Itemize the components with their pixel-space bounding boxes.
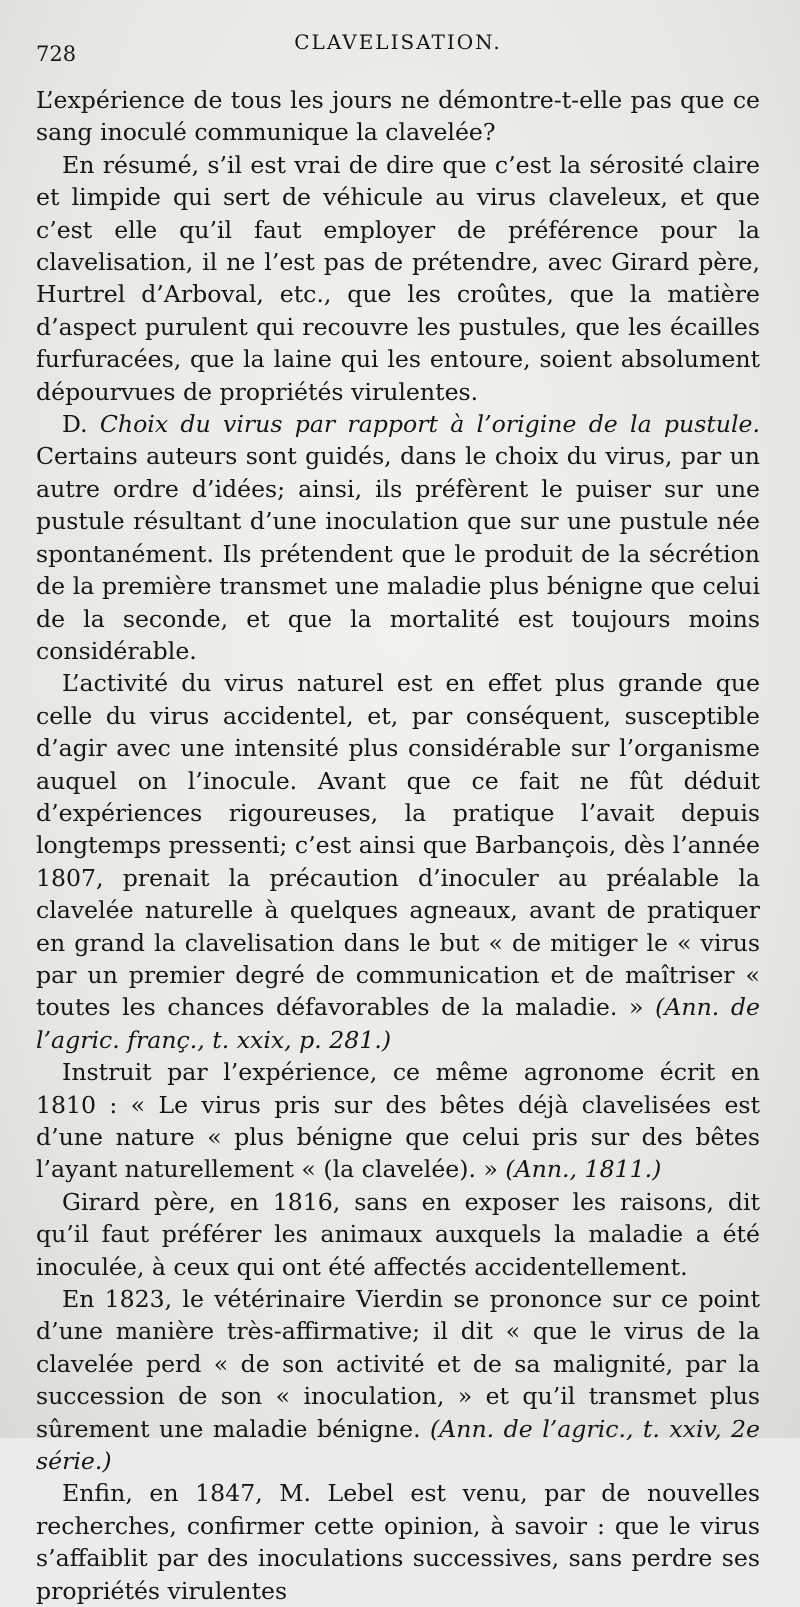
- paragraph: [36, 1186, 760, 1283]
- paragraph: [36, 149, 760, 408]
- page-number: 728: [36, 42, 77, 66]
- paragraph: [36, 1283, 760, 1477]
- paragraph-text: En résumé, s’il est vrai de dire que c’est la sérosité claire et limpide qui sert de véhicule au virus claveleux, et que c’est elle qu’il faut employer de préférence pour la clavelisation, il ne l’est pas de prétendre, avec Girard père, Hurtrel d’Arboval, etc., que les croûtes, que la matière d’aspect purulent qui recouvre les pustules, que les écailles furfuracées, que la laine qui les entoure, soient absolument dépourvues de propriétés virulentes.: [36, 150, 760, 406]
- paragraph: [36, 1477, 760, 1607]
- paragraph-text: Instruit par l’expérience, ce même agronome écrit en 1810 : « Le virus pris sur des bêtes déjà clavelisées est d’une nature « plus bénigne que celui pris sur des bêtes l’ayant naturellement « (la clavelée). »: [36, 1058, 760, 1184]
- section-marker: D.: [62, 410, 88, 439]
- paragraph: [36, 1056, 760, 1186]
- citation: (Ann. de l’agric. franç., t. xxix, p. 281.): [36, 993, 760, 1054]
- paragraph-text: L’activité du virus naturel est en effet plus grande que celle du virus accidentel, et, par conséquent, susceptible d’agir avec une intensité plus considérable sur l’organisme auquel on l’inocule. Avant que ce fait ne fût déduit d’expériences rigoureuses, la pratique l’avait depuis longtemps pressenti; c’est ainsi que Barbançois, dès l’année 1807, prenait la précaution d’inoculer au préalable la clavelée naturelle à quelques agneaux, avant de pratiquer en grand la clavelisation dans le but « de mitiger le « virus par un premier degré de communication et de maîtriser « toutes les chances défavorables de la maladie. »: [36, 669, 760, 1022]
- paragraph: [36, 667, 760, 1056]
- section-paragraph: [36, 408, 760, 667]
- page-title: CLAVELISATION.: [294, 30, 502, 54]
- body-text: [36, 84, 760, 1607]
- paragraph-text: Certains auteurs sont guidés, dans le choix du virus, par un autre ordre d’idées; ainsi, ils préfèrent le puiser sur une pustule résultant d’une inoculation que sur une pustule née spontanément. Ils prétendent que le produit de la sécrétion de la première transmet une maladie plus bénigne que celui de la seconde, et que la mortalité est toujours moins considérable.: [36, 442, 760, 665]
- section-heading: Choix du virus par rapport à l’origine de la pustule.: [99, 410, 761, 439]
- paragraph-text: En 1823, le vétérinaire Vierdin se prononce sur ce point d’une manière très-affirmative; il dit « que le virus de la clavelée perd « de son activité et de sa malignité, par la succession de son « inoculation, » et qu’il transmet plus sûrement une maladie bénigne.: [36, 1285, 760, 1443]
- citation: (Ann., 1811.): [505, 1155, 662, 1184]
- paragraph-text: Girard père, en 1816, sans en exposer les raisons, dit qu’il faut préférer les animaux auxquels la maladie a été inoculée, à ceux qui ont été affectés accidentellement.: [36, 1187, 760, 1281]
- running-head: [36, 0, 760, 70]
- paragraph: [36, 84, 760, 149]
- paragraph-text: Enfin, en 1847, M. Lebel est venu, par de nouvelles recherches, confirmer cette opinion, à savoir : que le virus s’affaiblit par des inoculations successives, sans perdre ses propriétés virulentes: [36, 1479, 760, 1605]
- citation: (Ann. de l’agric., t. xxiv, 2e série.): [36, 1414, 761, 1476]
- paragraph-text: L’expérience de tous les jours ne démontre-t-elle pas que ce sang inoculé communique la clavelée?: [36, 86, 760, 147]
